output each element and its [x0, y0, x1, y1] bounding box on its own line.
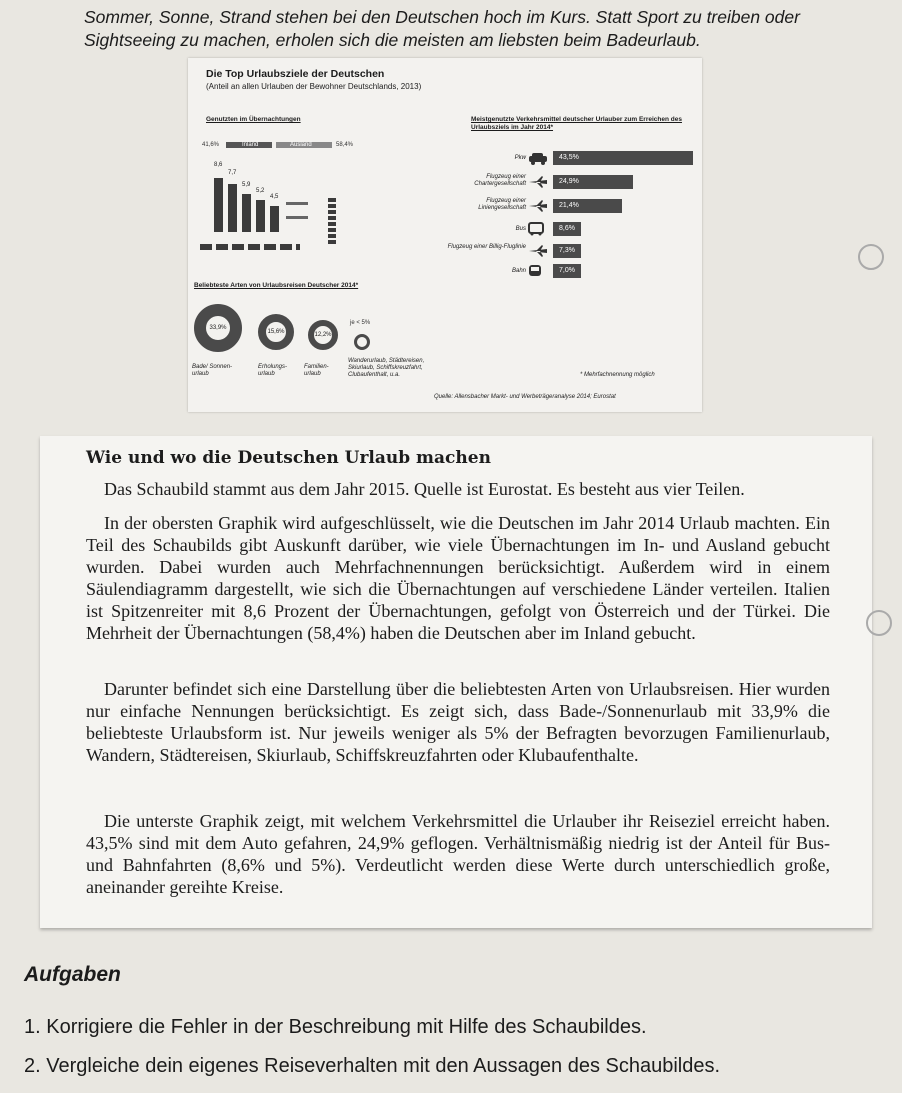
transport-bar: 43,5% — [553, 151, 693, 165]
column-4-value: 5,2 — [256, 188, 265, 194]
plane-icon — [528, 176, 548, 188]
type-label: Familien-urlaub — [304, 364, 329, 377]
plane-icon — [528, 245, 548, 257]
type-value: 15,6% — [267, 329, 285, 335]
article-paragraph: Die unterste Graphik zeigt, mit welchem Verkehrsmittel die Urlauber ihr Reiseziel erreicht haben. 43,5% sind mit dem Auto gefahren, 24,9% geflogen. Verhältnismäßig niedrig ist der Anteil für Bus- und Bahnfahrten (8,6% und 5%). Verdeutlicht werden diese Werte durch unterschiedlich große, aneinander gereihte Kreise. — [86, 811, 830, 897]
plane-icon — [528, 200, 548, 212]
bus-icon — [528, 222, 544, 236]
article-paragraph: Darunter befindet sich eine Darstellung über die beliebtesten Arten von Urlaubsreisen. Hier wurden nur einfache Nennungen berücksichtigt. Es zeigt sich, dass Bade-/Sonnenurlaub mit 33,9% die beliebteste Urlaubsform ist. Nur jeweils weniger als 5% der Befragten bevorzugen Familienurlaub, Wandern, Städtereisen, Skiurlaub, Schiffskreuzfahrten oder Klubaufenthalte. — [86, 679, 830, 765]
tasks-heading: Aufgaben — [24, 963, 121, 986]
column-2 — [228, 184, 237, 232]
transport-label: Pkw — [514, 155, 526, 161]
column-2-value: 7,7 — [228, 170, 237, 176]
flag-row — [200, 244, 300, 250]
source: Quelle: Allensbacher Markt- und Werbeträgeranalyse 2014; Eurostat — [434, 394, 616, 400]
task-item: 1. Korrigiere die Fehler in der Beschreibung mit Hilfe des Schaubildes. — [24, 1016, 647, 1038]
transport-bar: 24,9% — [553, 175, 633, 189]
type-circle — [258, 314, 294, 350]
article-card — [40, 436, 872, 928]
column-3-value: 5,9 — [242, 182, 251, 188]
column-1 — [214, 178, 223, 232]
column-5 — [270, 206, 279, 232]
transport-label: Bus — [515, 226, 526, 232]
column-4 — [256, 200, 265, 232]
transport-label: Flugzeug einer Liniengesellschaft — [478, 198, 526, 211]
transport-bar: 8,6% — [553, 222, 581, 236]
transport-label: Bahn — [511, 268, 526, 274]
types-heading: Beliebteste Arten von Urlaubsreisen Deutscher 2014* — [194, 282, 359, 289]
type-label: Erholungs-urlaub — [258, 364, 288, 377]
legend-left-value: 41,6% — [202, 142, 220, 148]
transport-bar: 7,3% — [553, 244, 581, 258]
type-label: Bade/ Sonnen-urlaub — [192, 364, 233, 377]
transport-label: Flugzeug einer Chartergesellschaft — [474, 174, 526, 187]
column-5-value: 4,5 — [270, 194, 279, 200]
car-icon — [528, 151, 548, 165]
infographic-title: Die Top Urlaubsziele der Deutschen — [206, 68, 385, 80]
transport-heading: Meistgenutzte Verkehrsmittel deutscher Urlauber zum Erreichen des Urlaubsziels im Jahr 2014* — [471, 116, 682, 131]
infographic — [188, 58, 702, 412]
transport-label: Flugzeug einer Billig-Fluglinie — [447, 244, 526, 250]
type-value: 33,9% — [209, 325, 227, 331]
type-value: 12,2% — [314, 332, 332, 338]
small-types-label: Wanderurlaub, Städtereisen, Skiurlaub, Schiffskreuzfahrt, Clubaufenthalt, u.a. — [348, 358, 425, 378]
footnote: * Mehrfachnennung möglich — [580, 372, 655, 378]
article-title: Wie und wo die Deutschen Urlaub machen — [86, 448, 491, 468]
type-circle-small — [354, 334, 370, 350]
stacked-column — [328, 198, 336, 244]
column-3 — [242, 194, 251, 232]
small-types-value: je < 5% — [350, 320, 371, 326]
type-circle — [308, 320, 338, 350]
type-circle — [194, 304, 242, 352]
transport-bar: 21,4% — [553, 199, 622, 213]
article-paragraph: Das Schaubild stammt aus dem Jahr 2015. Quelle ist Eurostat. Es besteht aus vier Teilen. — [104, 479, 745, 499]
task-item: 2. Vergleiche dein eigenes Reiseverhalten mit den Aussagen des Schaubildes. — [24, 1055, 721, 1077]
intro-text: Sommer, Sonne, Strand stehen bei den Deutschen hoch im Kurs. Statt Sport zu treiben oder Sightseeing zu machen, erholen sich die meisten am liebsten beim Badeurlaub. — [84, 7, 800, 50]
transport-bar: 7,0% — [553, 264, 581, 278]
column-1-value: 8,6 — [214, 162, 223, 168]
nights-label: Genutzten im Übernachtungen — [206, 116, 301, 123]
separator-line — [286, 216, 308, 219]
legend-abroad-label: Ausland — [290, 142, 312, 148]
margin-mark — [866, 610, 892, 636]
margin-mark — [858, 244, 884, 270]
train-icon — [528, 264, 542, 278]
legend-right-value: 58,4% — [336, 142, 354, 148]
legend-inland-label: Inland — [242, 142, 259, 148]
separator-line — [286, 202, 308, 205]
infographic-subtitle: (Anteil an allen Urlauben der Bewohner Deutschlands, 2013) — [206, 82, 422, 91]
article-paragraph: In der obersten Graphik wird aufgeschlüsselt, wie die Deutschen im Jahr 2014 Urlaub machten. Ein Teil des Schaubilds gibt Auskunft darüber, wie viele Übernachtungen im In- und Ausland gebucht wurden. Dabei wurden auch Mehrfachnennungen berücksichtigt. Außerdem wird in einem Säulendiagramm dargestellt, wie sich die Übernachtungen auf verschiedene Länder verteilen. Italien ist Spitzenreiter mit 8,6 Prozent der Übernachtungen, gefolgt von Österreich und der Türkei. Die Mehrheit der Übernachtungen (58,4%) haben die Deutschen aber im Inland gebucht. — [86, 513, 830, 643]
